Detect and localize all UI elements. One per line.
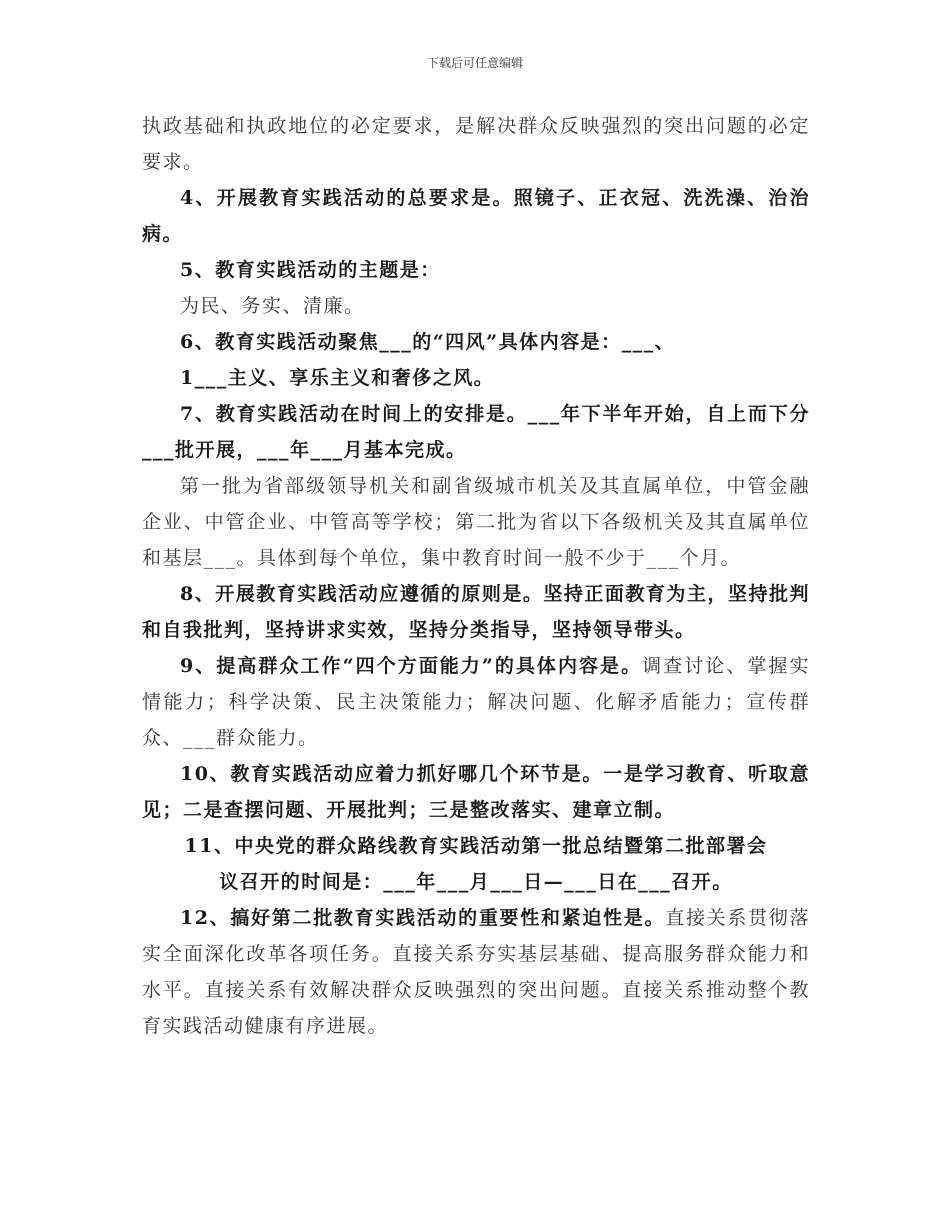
answer-7 bbox=[142, 468, 810, 576]
question-8 bbox=[142, 576, 810, 648]
question-12 bbox=[142, 900, 810, 1044]
question-5 bbox=[142, 252, 810, 288]
question-text: 12、搞好第二批教育实践活动的重要性和紧迫性是。 bbox=[180, 907, 666, 929]
question-11-continued bbox=[142, 864, 810, 900]
question-10 bbox=[142, 756, 810, 828]
answer-5 bbox=[142, 288, 810, 324]
answer-text: 直接关系贯彻落实全面深化改革各项任务。直接关系夯实基层基础、提高服务群众能力和水平。直接关系有效解决群众反映强烈的突出问题。直接关系推动整个教育实践活动健康有序进展。 bbox=[142, 907, 810, 1037]
text-segment: 10、教育实践活动应着力抓好哪几个环节是。一是学习教育、听取意见；二是查摆问题、开展批判；三是整改落实、建章立制。 bbox=[142, 763, 810, 821]
question-9 bbox=[142, 648, 810, 756]
question-6 bbox=[142, 324, 810, 360]
text-segment: 议召开的时间是：___年___月___日—___日在___召开。 bbox=[219, 871, 733, 893]
text-segment: 6、教育实践活动聚焦___的“四风”具体内容是：___、 bbox=[180, 331, 676, 353]
text-segment: 执政基础和执政地位的必定要求，是解决群众反映强烈的突出问题的必定要求。 bbox=[142, 115, 810, 173]
question-7 bbox=[142, 396, 810, 468]
text-segment: 8、开展教育实践活动应遵循的原则是。坚持正面教育为主，坚持批判和自我批判，坚持讲求实效，坚持分类指导，坚持领导带头。 bbox=[142, 583, 810, 641]
text-segment: 4、开展教育实践活动的总要求是。照镜子、正衣冠、洗洗澡、治治病。 bbox=[142, 187, 810, 245]
text-segment: 5、教育实践活动的主题是： bbox=[180, 259, 441, 281]
question-4 bbox=[142, 180, 810, 252]
text-segment: 11、中央党的群众路线教育实践活动第一批总结暨第二批部署会 bbox=[184, 835, 768, 857]
paragraph-continuation bbox=[142, 108, 810, 180]
question-6-continued bbox=[142, 360, 810, 396]
text-segment: 1___主义、享乐主义和奢侈之风。 bbox=[180, 367, 495, 389]
page-header: 下载后可任意编辑 bbox=[426, 56, 523, 70]
question-text: 9、提高群众工作“四个方面能力”的具体内容是。 bbox=[180, 655, 643, 677]
document-body bbox=[142, 108, 810, 1044]
text-segment: 第一批为省部级领导机关和副省级城市机关及其直属单位，中管金融企业、中管企业、中管高等学校；第二批为省以下各级机关及其直属单位和基层___。具体到每个单位，集中教育时间一般不少于___个月。 bbox=[142, 475, 810, 569]
question-11 bbox=[142, 828, 810, 864]
text-segment: 为民、务实、清廉。 bbox=[180, 295, 365, 317]
text-segment: 7、教育实践活动在时间上的安排是。___年下半年开始，自上而下分___批开展，___年___月基本完成。 bbox=[142, 403, 810, 461]
answer-text: 调查讨论、掌握实情能力；科学决策、民主决策能力；解决问题、化解矛盾能力；宣传群众、___群众能力。 bbox=[142, 655, 810, 749]
